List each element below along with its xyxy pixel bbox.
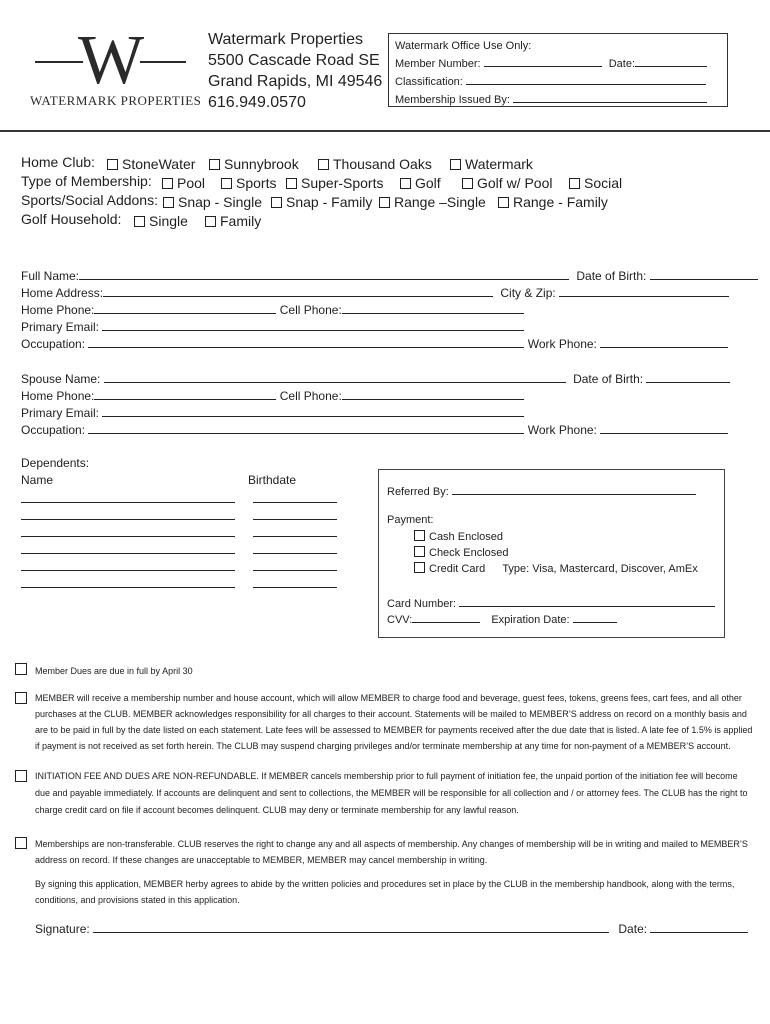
membership-type-label: Type of Membership: <box>21 173 152 189</box>
membership-type-option[interactable]: Pool <box>162 175 205 191</box>
spouse-email-field[interactable] <box>102 404 524 417</box>
header-divider <box>0 130 770 132</box>
home-club-option[interactable]: Thousand Oaks <box>318 156 432 172</box>
card-types: Type: Visa, Mastercard, Discover, AmEx <box>502 563 698 575</box>
spouse-home-phone-field[interactable] <box>94 387 276 400</box>
office-date-label: Date: <box>608 58 635 70</box>
dependents-name-header: Name <box>21 473 54 487</box>
household-option[interactable]: Single <box>134 213 188 229</box>
spouse-occupation-row <box>21 421 728 437</box>
logo-rule-left <box>35 61 83 63</box>
payment-option-cash[interactable]: Cash Enclosed <box>414 530 503 543</box>
full-name-label: Full Name: <box>21 269 80 283</box>
logo-rule-right <box>140 61 186 63</box>
checkbox[interactable] <box>205 216 216 227</box>
occupation-row <box>21 335 728 351</box>
spouse-cell-phone-field[interactable] <box>342 387 524 400</box>
term-fees: INITIATION FEE AND DUES ARE NON-REFUNDABLE. If MEMBER cancels membership prior to full payment of initiation fee, the unpaid portion of the initiation fee will become due and payable immediately. If accounts are delinquent and sent to collections, the MEMBER will be responsible for all collection and / or attorney fees. The CLUB has the right to charge credit card on file if account becomes delinquent. CLUB may deny or terminate membership for any lawful reason. <box>35 771 748 815</box>
golf-household-row <box>21 211 262 229</box>
addon-option[interactable]: Snap - Single <box>163 194 262 210</box>
office-date-field[interactable] <box>635 54 707 67</box>
signature-date-field[interactable] <box>650 920 748 933</box>
cell-phone-label: Cell Phone: <box>279 303 342 317</box>
payment-box <box>378 469 725 638</box>
referred-by-field[interactable] <box>452 482 696 495</box>
city-zip-label: City & Zip: <box>500 286 556 300</box>
logo-letter: W <box>78 22 141 99</box>
email-field[interactable] <box>102 318 524 331</box>
dependent-name-field[interactable] <box>21 490 235 503</box>
dependent-birthdate-field[interactable] <box>253 541 337 554</box>
email-row <box>21 318 524 334</box>
term-transfer: Memberships are non-transferable. CLUB reserves the right to change any and all aspects of membership. Any changes of membership will be in writing and mailed to MEMBER’S address on record. If these changes are unacceptable to MEMBER, MEMBER may cancel membership in writing. <box>35 839 748 865</box>
full-name-row <box>21 267 758 283</box>
cell-phone-field[interactable] <box>342 301 524 314</box>
occupation-label: Occupation: <box>21 337 86 351</box>
home-phone-row <box>21 301 524 317</box>
spouse-work-phone-field[interactable] <box>600 421 728 434</box>
payment-option-credit[interactable]: Credit Card Type: Visa, Mastercard, Discover, AmEx <box>414 562 698 575</box>
dependent-name-field[interactable] <box>21 524 235 537</box>
membership-type-row <box>21 173 623 191</box>
term-agreement: By signing this application, MEMBER herby agrees to abide by the written policies and procedures set in place by the CLUB in the membership handbook, along with the terms, conditions, and provisions stated in this application. <box>35 879 735 905</box>
checkbox[interactable] <box>107 159 118 170</box>
membership-type-option[interactable]: Golf <box>400 175 441 191</box>
home-club-row <box>21 154 533 172</box>
payment-option-check[interactable]: Check Enclosed <box>414 546 509 559</box>
spouse-dob-field[interactable] <box>646 370 730 383</box>
membership-type-option[interactable]: Golf w/ Pool <box>462 175 552 191</box>
checkbox[interactable] <box>414 562 425 573</box>
spouse-dob-label: Date of Birth: <box>573 372 644 386</box>
member-number-field[interactable] <box>484 54 602 67</box>
checkbox[interactable] <box>414 530 425 541</box>
checkbox[interactable] <box>163 197 174 208</box>
cvv-field[interactable] <box>412 610 480 623</box>
dependent-birthdate-field[interactable] <box>253 558 337 571</box>
membership-issued-field[interactable] <box>513 90 707 103</box>
checkbox[interactable] <box>286 178 297 189</box>
full-name-field[interactable] <box>79 267 569 280</box>
dob-field[interactable] <box>650 267 758 280</box>
household-option[interactable]: Family <box>205 213 261 229</box>
checkbox[interactable] <box>414 546 425 557</box>
home-address-row <box>21 284 729 300</box>
occupation-field[interactable] <box>88 335 524 348</box>
home-address-field[interactable] <box>103 284 493 297</box>
dependent-name-field[interactable] <box>21 575 235 588</box>
checkbox[interactable] <box>271 197 282 208</box>
signature-row <box>35 920 748 936</box>
membership-type-option[interactable]: Social <box>569 175 622 191</box>
spouse-occupation-field[interactable] <box>88 421 524 434</box>
company-city: Grand Rapids, MI 49546 <box>208 73 383 90</box>
checkbox[interactable] <box>134 216 145 227</box>
card-number-label: Card Number: <box>387 598 457 610</box>
spouse-email-row <box>21 404 524 420</box>
email-label: Primary Email: <box>21 320 100 334</box>
spouse-home-phone-label: Home Phone: <box>21 389 95 403</box>
checkbox[interactable] <box>400 178 411 189</box>
checkbox[interactable] <box>15 770 27 782</box>
list-item <box>21 524 337 542</box>
company-name: Watermark Properties <box>208 31 363 48</box>
spouse-name-row <box>21 370 730 386</box>
checkbox[interactable] <box>318 159 329 170</box>
company-address <box>208 29 382 113</box>
dependents-title: Dependents: <box>21 456 90 470</box>
checkbox[interactable] <box>15 837 27 849</box>
work-phone-field[interactable] <box>600 335 728 348</box>
spouse-cell-phone-label: Cell Phone: <box>279 389 342 403</box>
addon-option[interactable]: Snap - Family <box>271 194 372 210</box>
membership-issued-label: Membership Issued By: <box>395 94 510 106</box>
dependent-name-field[interactable] <box>21 507 235 520</box>
home-phone-field[interactable] <box>94 301 276 314</box>
dependent-name-field[interactable] <box>21 558 235 571</box>
checkbox[interactable] <box>162 178 173 189</box>
list-item <box>21 575 337 593</box>
dependents-birthdate-header: Birthdate <box>248 473 297 487</box>
spouse-name-label: Spouse Name: <box>21 372 101 386</box>
home-phone-label: Home Phone: <box>21 303 95 317</box>
home-club-option[interactable]: StoneWater <box>107 156 195 172</box>
signature-label: Signature: <box>35 922 90 936</box>
spouse-work-phone-label: Work Phone: <box>527 423 597 437</box>
spouse-home-phone-row <box>21 387 524 403</box>
term-dues: Member Dues are due in full by April 30 <box>35 666 193 676</box>
home-club-label: Home Club: <box>21 154 95 170</box>
office-title: Watermark Office Use Only: <box>395 40 532 52</box>
cvv-row <box>387 610 617 626</box>
membership-type-option[interactable]: Super-Sports <box>286 175 383 191</box>
company-street: 5500 Cascade Road SE <box>208 52 380 69</box>
office-use-box <box>388 33 728 107</box>
expiration-label: Expiration Date: <box>491 614 570 626</box>
checkbox[interactable] <box>15 663 27 675</box>
dependent-birthdate-field[interactable] <box>253 490 337 503</box>
logo-text: WATERMARK PROPERTIES <box>30 93 202 108</box>
spouse-email-label: Primary Email: <box>21 406 100 420</box>
addon-option[interactable]: Range - Family <box>498 194 608 210</box>
addons-row <box>21 192 608 210</box>
classification-field[interactable] <box>466 72 706 85</box>
signature-field[interactable] <box>93 920 609 933</box>
referred-by-label: Referred By: <box>387 486 449 498</box>
card-number-field[interactable] <box>459 594 715 607</box>
card-number-row <box>387 594 715 610</box>
signature-date-label: Date: <box>618 922 648 936</box>
member-number-label: Member Number: <box>395 58 481 70</box>
company-phone: 616.949.0570 <box>208 94 306 111</box>
list-item <box>21 490 337 508</box>
home-club-option[interactable]: Watermark <box>450 156 533 172</box>
golf-household-label: Golf Household: <box>21 211 122 227</box>
classification-label: Classification: <box>395 76 463 88</box>
checkbox[interactable] <box>15 692 27 704</box>
dob-label: Date of Birth: <box>576 269 647 283</box>
checkbox[interactable] <box>221 178 232 189</box>
spouse-name-field[interactable] <box>104 370 566 383</box>
home-club-option[interactable]: Sunnybrook <box>209 156 299 172</box>
home-address-label: Home Address: <box>21 286 104 300</box>
term-account: MEMBER will receive a membership number and house account, which will allow MEMBER to charge food and beverage, guest fees, tokens, greens fees, cart fees, and all other purchases at the CLUB. MEMBER acknowledges responsibility for all charges to their account. Statements will be mailed to MEMBER’S address on record on a monthly basis and are to be paid in full by the date listed on each statement. Late fees will be assessed to MEMBER for payments received after the due date that is listed. A late fee of 1.5% is applied if payment is not received as set forth herein. The CLUB may suspend charging privileges and/or terminate membership at any time for non-payment of a MEMBER’S account. <box>35 693 753 751</box>
dependent-birthdate-field[interactable] <box>253 507 337 520</box>
city-zip-field[interactable] <box>559 284 729 297</box>
dependent-birthdate-field[interactable] <box>253 524 337 537</box>
list-item <box>21 558 337 576</box>
checkbox[interactable] <box>462 178 473 189</box>
checkbox[interactable] <box>569 178 580 189</box>
checkbox[interactable] <box>209 159 220 170</box>
cvv-label: CVV: <box>387 614 413 626</box>
checkbox[interactable] <box>379 197 390 208</box>
work-phone-label: Work Phone: <box>527 337 597 351</box>
dependent-birthdate-field[interactable] <box>253 575 337 588</box>
addons-label: Sports/Social Addons: <box>21 192 158 208</box>
spouse-occupation-label: Occupation: <box>21 423 86 437</box>
expiration-field[interactable] <box>573 610 617 623</box>
checkbox[interactable] <box>498 197 509 208</box>
membership-type-option[interactable]: Sports <box>221 175 276 191</box>
payment-label: Payment: <box>387 514 434 526</box>
checkbox[interactable] <box>450 159 461 170</box>
list-item <box>21 541 337 559</box>
addon-option[interactable]: Range –Single <box>379 194 486 210</box>
list-item <box>21 507 337 525</box>
referred-by-row <box>387 482 696 498</box>
dependent-name-field[interactable] <box>21 541 235 554</box>
